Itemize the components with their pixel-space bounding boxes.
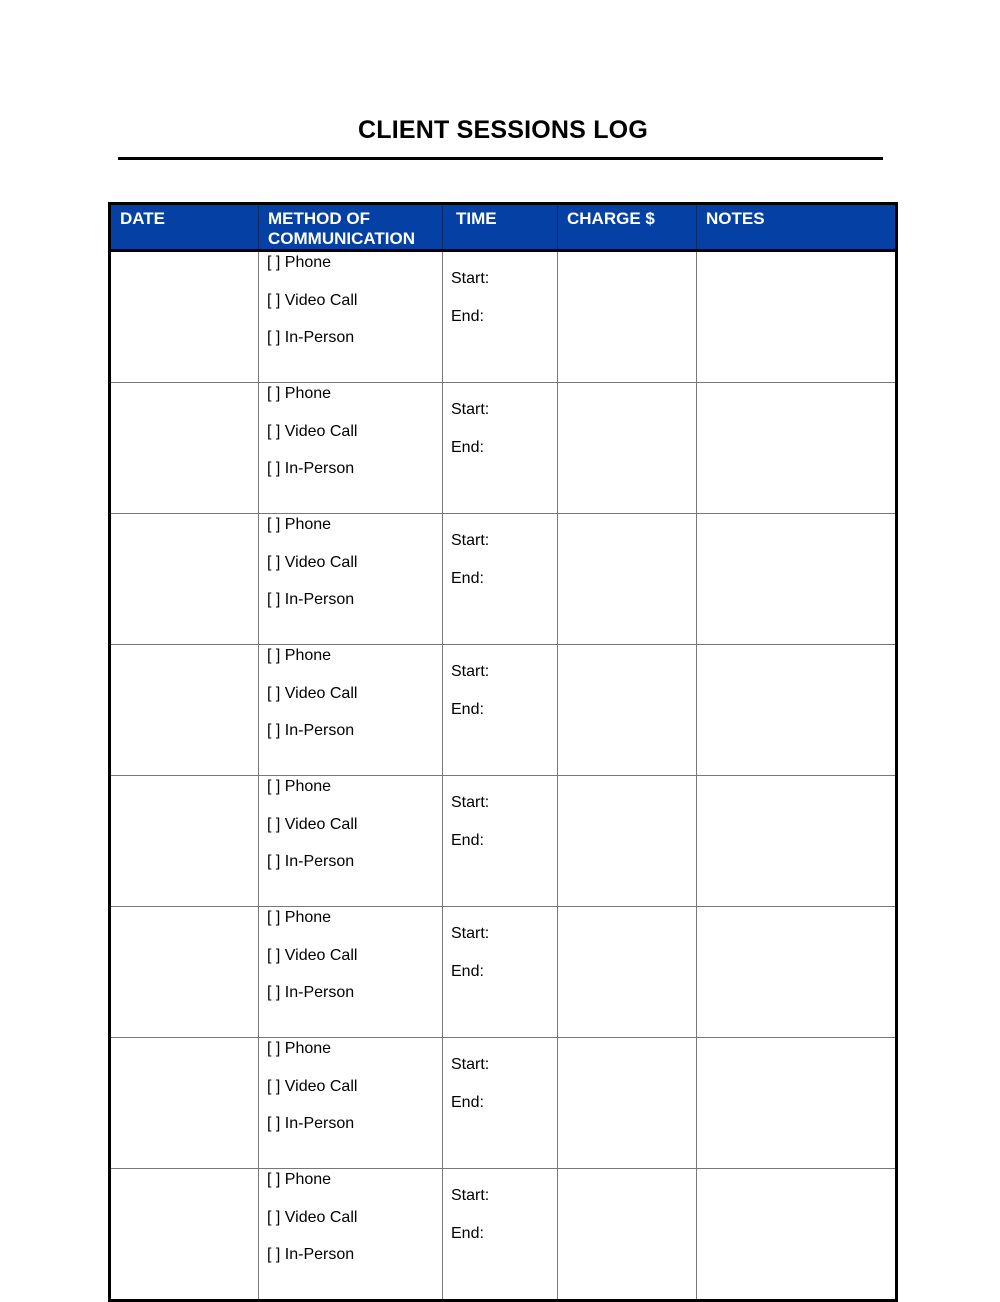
table-row — [110, 514, 897, 645]
option-phone[interactable]: [ ] Phone — [267, 909, 332, 926]
start-time-label[interactable]: Start: — [451, 663, 490, 680]
date-cell[interactable] — [110, 514, 259, 645]
method-cell — [259, 907, 443, 1038]
page-title: CLIENT SESSIONS LOG — [358, 116, 648, 144]
option-in-person[interactable]: [ ] In-Person — [267, 1115, 355, 1132]
time-cell — [443, 251, 558, 383]
header-notes: NOTES — [697, 204, 897, 251]
method-cell — [259, 1038, 443, 1169]
option-in-person[interactable]: [ ] In-Person — [267, 1246, 355, 1263]
notes-cell[interactable] — [697, 776, 897, 907]
start-time-label[interactable]: Start: — [451, 532, 490, 549]
end-time-label[interactable]: End: — [451, 831, 484, 849]
time-cell — [443, 1169, 558, 1301]
date-cell[interactable] — [110, 1169, 259, 1301]
title-divider — [118, 157, 883, 160]
option-phone[interactable]: [ ] Phone — [267, 778, 332, 795]
end-time-label[interactable]: End: — [451, 569, 484, 587]
option-in-person[interactable]: [ ] In-Person — [267, 984, 355, 1001]
end-time-label[interactable]: End: — [451, 700, 484, 718]
start-time-label[interactable]: Start: — [451, 925, 490, 942]
date-cell[interactable] — [110, 251, 259, 383]
option-phone[interactable]: [ ] Phone — [267, 254, 332, 271]
notes-cell[interactable] — [697, 1038, 897, 1169]
option-phone[interactable]: [ ] Phone — [267, 1171, 332, 1188]
charge-cell[interactable] — [558, 514, 697, 645]
charge-cell[interactable] — [558, 251, 697, 383]
option-video-call[interactable]: [ ] Video Call — [267, 422, 358, 440]
table-row — [110, 383, 897, 514]
option-in-person[interactable]: [ ] In-Person — [267, 460, 355, 477]
option-video-call[interactable]: [ ] Video Call — [267, 684, 358, 702]
end-time-label[interactable]: End: — [451, 962, 484, 980]
notes-cell[interactable] — [697, 514, 897, 645]
header-method: METHOD OF COMMUNICATION — [259, 204, 443, 251]
charge-cell[interactable] — [558, 776, 697, 907]
header-row — [110, 204, 897, 251]
notes-cell[interactable] — [697, 1169, 897, 1301]
notes-cell[interactable] — [697, 907, 897, 1038]
table-row — [110, 1169, 897, 1301]
header-date: DATE — [110, 204, 259, 251]
table-row — [110, 907, 897, 1038]
notes-cell[interactable] — [697, 383, 897, 514]
end-time-label[interactable]: End: — [451, 307, 484, 325]
option-video-call[interactable]: [ ] Video Call — [267, 291, 358, 309]
option-in-person[interactable]: [ ] In-Person — [267, 591, 355, 608]
table-row — [110, 776, 897, 907]
time-cell — [443, 907, 558, 1038]
time-cell — [443, 645, 558, 776]
start-time-label[interactable]: Start: — [451, 270, 490, 287]
option-video-call[interactable]: [ ] Video Call — [267, 553, 358, 571]
date-cell[interactable] — [110, 645, 259, 776]
time-cell — [443, 776, 558, 907]
method-cell — [259, 776, 443, 907]
option-phone[interactable]: [ ] Phone — [267, 385, 332, 402]
charge-cell[interactable] — [558, 645, 697, 776]
date-cell[interactable] — [110, 907, 259, 1038]
option-phone[interactable]: [ ] Phone — [267, 1040, 332, 1057]
charge-cell[interactable] — [558, 907, 697, 1038]
header-time: TIME — [443, 204, 558, 251]
charge-cell[interactable] — [558, 383, 697, 514]
date-cell[interactable] — [110, 776, 259, 907]
option-in-person[interactable]: [ ] In-Person — [267, 722, 355, 739]
sessions-table — [108, 202, 898, 1302]
method-cell — [259, 645, 443, 776]
charge-cell[interactable] — [558, 1038, 697, 1169]
option-in-person[interactable]: [ ] In-Person — [267, 329, 355, 346]
time-cell — [443, 514, 558, 645]
start-time-label[interactable]: Start: — [451, 794, 490, 811]
option-video-call[interactable]: [ ] Video Call — [267, 1208, 358, 1226]
start-time-label[interactable]: Start: — [451, 1187, 490, 1204]
method-cell — [259, 383, 443, 514]
end-time-label[interactable]: End: — [451, 1224, 484, 1242]
charge-cell[interactable] — [558, 1169, 697, 1301]
notes-cell[interactable] — [697, 645, 897, 776]
method-cell — [259, 514, 443, 645]
notes-cell[interactable] — [697, 251, 897, 383]
date-cell[interactable] — [110, 383, 259, 514]
option-video-call[interactable]: [ ] Video Call — [267, 1077, 358, 1095]
method-cell — [259, 1169, 443, 1301]
option-video-call[interactable]: [ ] Video Call — [267, 815, 358, 833]
method-cell — [259, 251, 443, 383]
table-row — [110, 251, 897, 383]
table-row — [110, 645, 897, 776]
table-row — [110, 1038, 897, 1169]
option-phone[interactable]: [ ] Phone — [267, 647, 332, 664]
option-in-person[interactable]: [ ] In-Person — [267, 853, 355, 870]
date-cell[interactable] — [110, 1038, 259, 1169]
time-cell — [443, 383, 558, 514]
option-video-call[interactable]: [ ] Video Call — [267, 946, 358, 964]
end-time-label[interactable]: End: — [451, 1093, 484, 1111]
start-time-label[interactable]: Start: — [451, 1056, 490, 1073]
option-phone[interactable]: [ ] Phone — [267, 516, 332, 533]
start-time-label[interactable]: Start: — [451, 401, 490, 418]
time-cell — [443, 1038, 558, 1169]
header-charge: CHARGE $ — [558, 204, 697, 251]
end-time-label[interactable]: End: — [451, 438, 484, 456]
